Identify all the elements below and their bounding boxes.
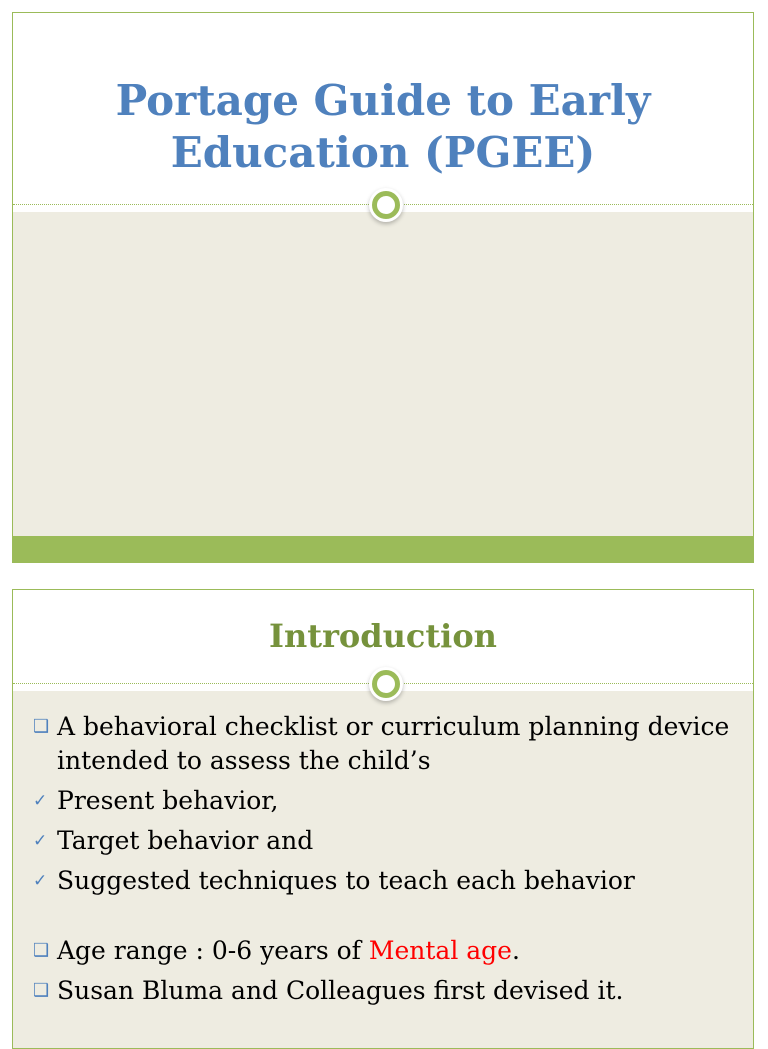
square-bullet-icon: ❑ xyxy=(33,980,50,1001)
bullet-item xyxy=(33,934,748,968)
slide-title: Introduction xyxy=(269,617,497,655)
check-item xyxy=(33,784,748,818)
check-item xyxy=(33,824,748,858)
check-bullet-icon: ✓ xyxy=(33,871,48,891)
ring-ornament-icon xyxy=(372,191,400,219)
slide-title xyxy=(13,75,753,179)
check-bullet-icon: ✓ xyxy=(33,831,48,851)
check-item xyxy=(33,864,748,898)
bullet-text: Susan Bluma and Colleagues first devised it. xyxy=(57,976,624,1005)
check-text: Present behavior, xyxy=(57,786,279,815)
ring-ornament-icon xyxy=(372,670,400,698)
highlight-text: Mental age xyxy=(368,936,512,965)
bottom-accent-bar xyxy=(13,536,753,562)
square-bullet-icon: ❑ xyxy=(33,716,50,737)
check-text: Suggested techniques to teach each behavior xyxy=(57,866,635,895)
check-bullet-icon: ✓ xyxy=(33,791,48,811)
bullet-text: A behavioral checklist or curriculum planning device intended to assess the child’s xyxy=(57,712,730,775)
introduction-slide xyxy=(12,589,754,1049)
check-text: Target behavior and xyxy=(57,826,314,855)
title-area xyxy=(13,13,753,205)
bullet-item xyxy=(33,974,748,1008)
bullet-text-suffix: . xyxy=(511,936,520,965)
title-line-2: Education (PGEE) xyxy=(170,128,596,177)
title-line-1: Portage Guide to Early xyxy=(115,76,651,125)
bullet-item xyxy=(33,710,748,778)
bullet-text-prefix: Age range : 0-6 years of xyxy=(57,936,369,965)
square-bullet-icon: ❑ xyxy=(33,940,50,961)
title-slide xyxy=(12,12,754,563)
content-area xyxy=(13,212,753,538)
bullet-list xyxy=(33,710,748,1008)
